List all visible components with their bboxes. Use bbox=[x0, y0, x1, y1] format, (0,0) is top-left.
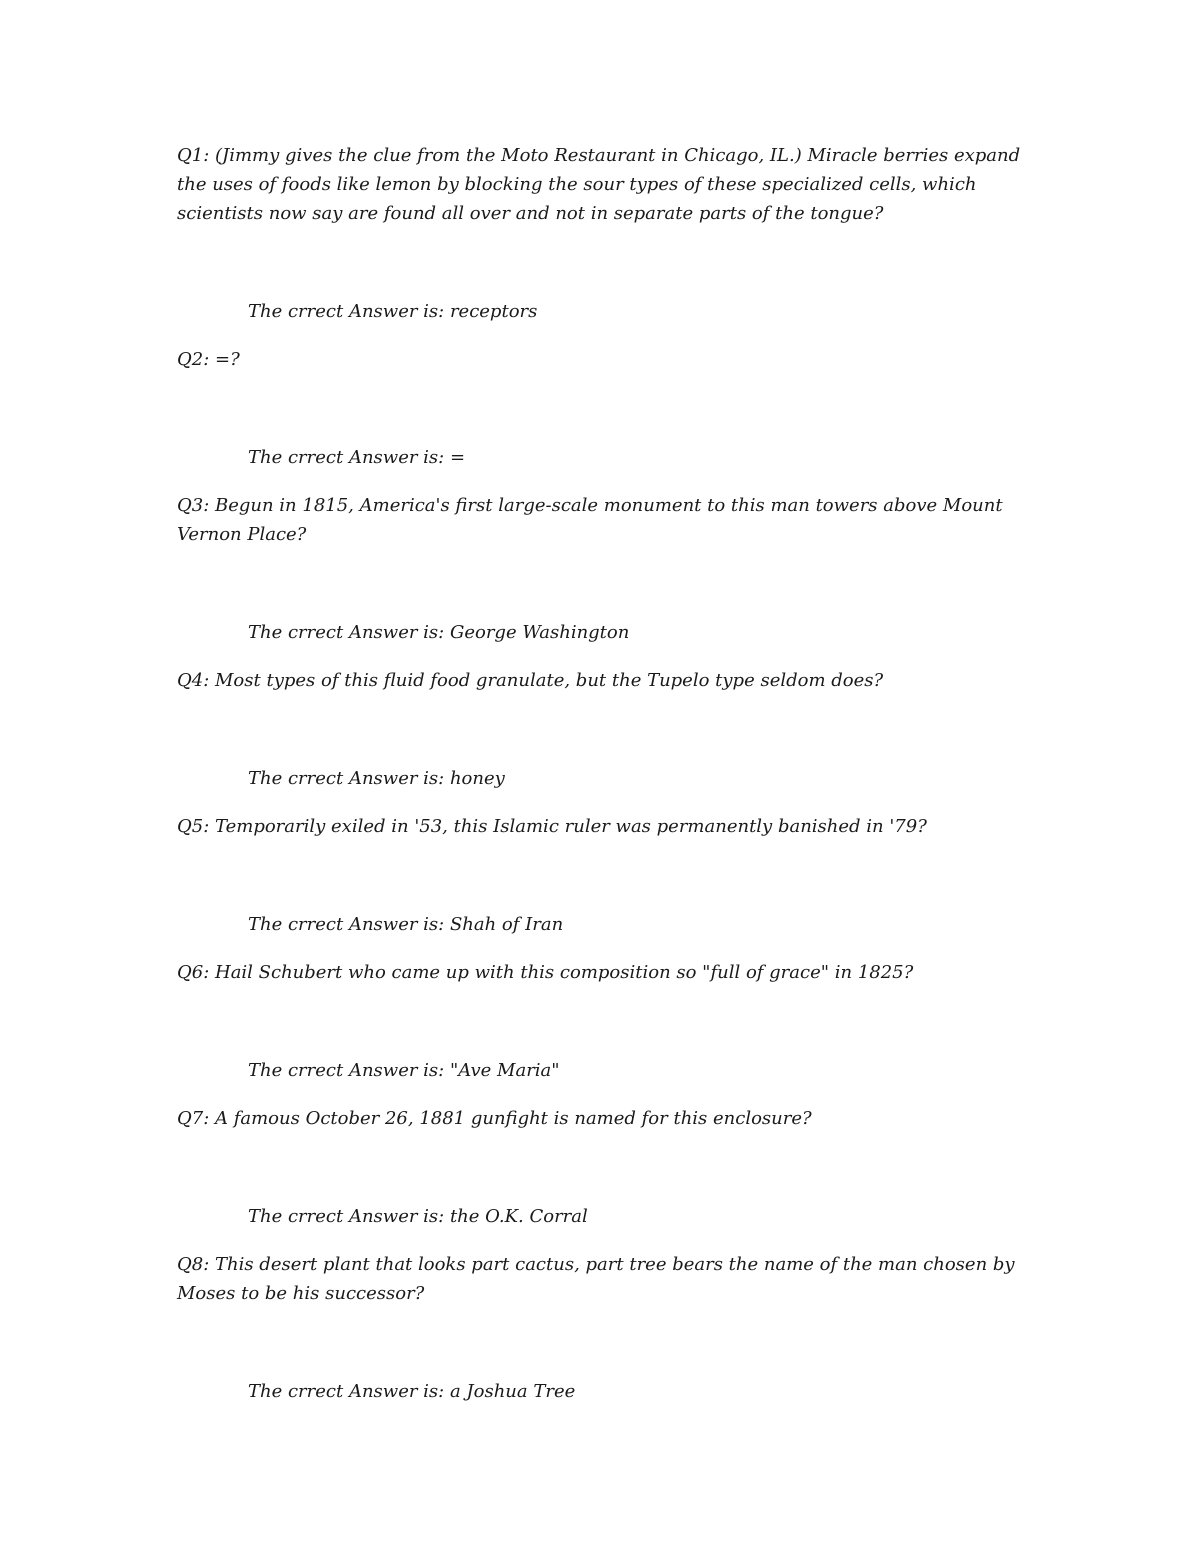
question-7: Q7: A famous October 26, 1881 gunfight is named for this enclosure? bbox=[177, 1108, 812, 1129]
spacer bbox=[177, 472, 1037, 491]
answer-4: The crrect Answer is: honey bbox=[248, 768, 505, 789]
answer-6: The crrect Answer is: "Ave Maria" bbox=[248, 1060, 560, 1081]
question-6: Q6: Hail Schubert who came up with this composition so "full of grace" in 1825? bbox=[177, 962, 914, 983]
spacer bbox=[177, 1085, 1037, 1104]
spacer bbox=[177, 793, 1037, 812]
answer-5: The crrect Answer is: Shah of Iran bbox=[248, 914, 564, 935]
spacer bbox=[177, 987, 1037, 1056]
question-3: Q3: Begun in 1815, America's first large-scale monument to this man towers above Mount Vernon Place? bbox=[177, 495, 1003, 545]
spacer bbox=[177, 695, 1037, 764]
answer-1: The crrect Answer is: receptors bbox=[248, 301, 538, 322]
spacer bbox=[177, 939, 1037, 958]
question-8: Q8: This desert plant that looks part cactus, part tree bears the name of the man chosen by Moses to be his successor? bbox=[177, 1254, 1015, 1304]
question-1: Q1: (Jimmy gives the clue from the Moto Restaurant in Chicago, IL.) Miracle berries expand the uses of foods like lemon by blocking the sour types of these specialized cells, which scientists now say are found all over and not in separate parts of the tongue? bbox=[177, 145, 1021, 224]
spacer bbox=[177, 647, 1037, 666]
question-5: Q5: Temporarily exiled in '53, this Islamic ruler was permanently banished in '79? bbox=[177, 816, 927, 837]
question-2: Q2: =? bbox=[177, 349, 240, 370]
spacer bbox=[177, 549, 1037, 618]
spacer bbox=[177, 1231, 1037, 1250]
spacer bbox=[177, 1133, 1037, 1202]
spacer bbox=[177, 841, 1037, 910]
spacer bbox=[177, 228, 1037, 297]
answer-3: The crrect Answer is: George Washington bbox=[248, 622, 630, 643]
spacer bbox=[177, 1308, 1037, 1377]
answer-7: The crrect Answer is: the O.K. Corral bbox=[248, 1206, 588, 1227]
spacer bbox=[177, 326, 1037, 345]
spacer bbox=[177, 374, 1037, 443]
question-4: Q4: Most types of this fluid food granulate, but the Tupelo type seldom does? bbox=[177, 670, 884, 691]
quiz-document bbox=[177, 141, 1037, 1406]
answer-2: The crrect Answer is: = bbox=[248, 447, 466, 468]
answer-8: The crrect Answer is: a Joshua Tree bbox=[248, 1381, 576, 1402]
